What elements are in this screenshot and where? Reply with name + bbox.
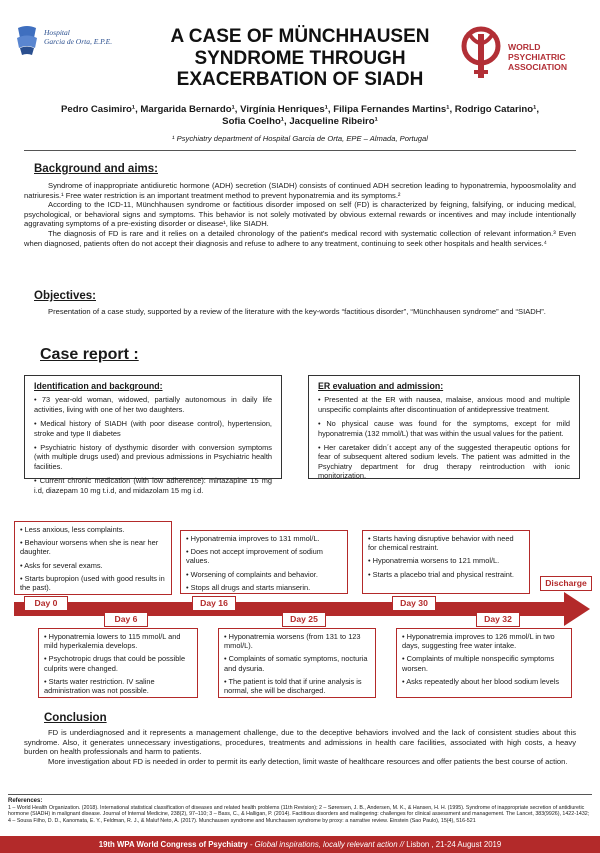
references-divider xyxy=(8,794,592,795)
day16-events xyxy=(180,530,348,594)
objectives-paragraph: Presentation of a case study, supported by a review of the literature with the key-words “factitious disorder”, “Münchhausen syndrome” and “SIADH”. xyxy=(48,307,546,316)
authors-line1: Pedro Casimiro¹, Margarida Bernardo¹, Virgínia Henriques¹, Filipa Fernandes Martins¹, Rodrigo Catarino¹, xyxy=(61,104,539,115)
wpa-emblem-icon xyxy=(458,24,504,80)
list-item: • Hyponatremia worsens (from 131 to 123 mmol/L). xyxy=(224,632,370,650)
list-item: • Starts bupropion (used with good results in the past). xyxy=(20,574,166,592)
background-paragraph-3: The diagnosis of FD is rare and it relies on a detailed chronology of the patient's medical record with systematic collection of relevant information.³ Even when diagnosed, patients often do not accept their diagnosis and refuse to adhere to any treatment, continuing to seek other hospitals and health services.⁴ xyxy=(24,228,576,248)
hospital-name-line2: Garcia de Orta, E.P.E. xyxy=(44,37,113,46)
list-item: • Complaints of multiple nonspecific symptoms worsen. xyxy=(402,654,566,672)
list-item: • Presented at the ER with nausea, malaise, anxious mood and multiple unspecific complaints after discontinuation of antidepressive treatment. xyxy=(318,395,570,414)
footer-congress: 19th WPA World Congress of Psychiatry xyxy=(98,840,248,849)
list-item: • Hyponatremia improves to 126 mmol/L in two days, suggesting free water intake. xyxy=(402,632,566,650)
background-paragraph-2: According to the ICD-11, Münchhausen syndrome or factitious disorder imposed on self (FD) is characterized by feigning, falsifying, or inducing medical, psychological, or behavioral signs and symptoms. This behavior is not solely motivated by obvious external rewards or incentives and may include intentionally aggravating symptoms of a pre-existing disorder or disease¹, like SIADH. xyxy=(24,200,576,229)
authors-line2: Sofia Coelho¹, Jacqueline Ribeiro¹ xyxy=(222,116,378,127)
list-item: • Starts a placebo trial and physical restraint. xyxy=(368,570,524,579)
list-item: • Asks for several exams. xyxy=(20,561,166,570)
identification-heading: Identification and background: xyxy=(34,381,163,391)
list-item: • Starts having disruptive behavior with need for chemical restraint. xyxy=(368,534,524,552)
hospital-name-line1: Hospital xyxy=(44,28,70,37)
conclusion-paragraph-2: More investigation about FD is needed in order to permit its early detection, limit waste of healthcare resources and offer patients the best course of action. xyxy=(48,756,568,766)
list-item: • 73 year-old woman, widowed, partially autonomous in daily life activities, living with one of her two daughters. xyxy=(34,395,272,414)
list-item: • Hyponatremia worsens to 121 mmol/L. xyxy=(368,556,524,565)
wpa-logo xyxy=(458,24,588,80)
day32-events xyxy=(396,628,572,698)
hospital-emblem-icon xyxy=(14,24,40,56)
footer-bar xyxy=(0,836,600,853)
objectives-heading: Objectives: xyxy=(34,290,96,302)
er-list xyxy=(318,395,570,480)
day-label-0: Day 0 xyxy=(24,596,68,611)
list-item: • Worsening of complaints and behavior. xyxy=(186,570,342,579)
background-text xyxy=(24,181,576,248)
list-item: • No physical cause was found for the symptoms, except for mild hyponatremia (132 mmol/L) that was within the usual values for the patient. xyxy=(318,419,570,438)
conclusion-heading: Conclusion xyxy=(44,712,107,724)
list-item: • Hyponatremia improves to 131 mmol/L. xyxy=(186,534,342,543)
hospital-logo xyxy=(14,22,134,60)
list-item: • Stops all drugs and starts mianserin. xyxy=(186,583,342,592)
list-item: • Hyponatremia lowers to 115 mmol/L and mild hyperkalemia develops. xyxy=(44,632,192,650)
list-item: • Complaints of somatic symptoms, nocturia and dysuria. xyxy=(224,654,370,672)
identification-box xyxy=(24,375,282,495)
wpa-line1: WORLD xyxy=(508,42,541,52)
list-item: • Starts water restriction. IV saline administration was not possible. xyxy=(44,677,192,695)
title-divider xyxy=(24,150,576,151)
identification-list xyxy=(34,395,272,495)
discharge-label: Discharge xyxy=(540,576,592,591)
list-item: • The patient is told that if urine analysis is normal, she will be discharged. xyxy=(224,677,370,695)
list-item: • Current chronic medication (with low adherence): mirtazapine 15 mg i.d, diazepam 10 mg t.i.d, and midazolam 15 mg i.d. xyxy=(34,476,272,495)
background-paragraph-1: Syndrome of inappropriate antidiuretic hormone (ADH) secretion (SIADH) consists of continued ADH secretion leading to hyponatremia, hypoosmolality and natriuresis.¹ Free water restriction is an important treatment method to prevent hyponatremia and its symptoms.² xyxy=(24,181,576,200)
case-report-heading: Case report : xyxy=(40,346,139,363)
references-heading: References: xyxy=(8,798,43,804)
day0-events xyxy=(14,521,172,595)
list-item: • Does not accept improvement of sodium values. xyxy=(186,547,342,565)
wpa-line2: PSYCHIATRIC xyxy=(508,52,566,62)
wpa-line3: ASSOCIATION xyxy=(508,62,568,72)
objectives-text xyxy=(24,307,576,317)
list-item: • Behaviour worsens when she is near her daughter. xyxy=(20,538,166,556)
list-item: • Psychotropic drugs that could be possible culprits were changed. xyxy=(44,654,192,672)
references-text: 1 – World Health Organization. (2018). International statistical classification of diseases and related health problems (11th Revision); 2 – Sørensen, J. B., Andersen, M. K., & Hansen, H. H. (1995). Syndrome of inappropriate secretion of antidiuretic hormone (SIADH) in malignant disease. Journal of Internal Medicine, 238(2), 97–110; 3 – Bass, C., & Halligan, P. (2014). Factitious disorders and malingering: challenges for clinical assessment and management. The Lancet, 383(9926), 1422-1432; 4 – Sousa Filho, D. D., Kanomata, E. Y., Feldman, R. J., & Maluf Neto, A. (2017). Munchausen syndrome and Munchausen syndrome by proxy: a narrative review. Einstein (Sao Paulo), 15(4), 516-521 xyxy=(8,804,590,824)
day-label-30: Day 30 xyxy=(392,596,436,611)
footer-slogan: - Global inspirations, locally relevant action // xyxy=(247,840,407,849)
day25-events xyxy=(218,628,376,698)
day6-events xyxy=(38,628,198,698)
list-item: • Medical history of SIADH (with poor disease control), hypertension, stroke and type II diabetes xyxy=(34,419,272,438)
list-item: • Her caretaker didn´t accept any of the suggested therapeutic options for fear of subsequent altered sodium levels. The patient was admitted in the Psychiatry department for drug therapy reintroduction with ionic monitorization. xyxy=(318,443,570,481)
wpa-name xyxy=(508,42,567,72)
references xyxy=(8,798,592,824)
hospital-name xyxy=(44,28,112,46)
day-label-32: Day 32 xyxy=(476,612,520,627)
background-heading: Background and aims: xyxy=(34,163,158,175)
list-item: • Less anxious, less complaints. xyxy=(20,525,166,534)
conclusion-text xyxy=(24,728,576,766)
conclusion-paragraph-1: FD is underdiagnosed and it represents a management challenge, due to the deceptive behaviors involved and the lack of consistent studies about this syndrome. Also, it generates unnecessary investigations, procedures, treatments and admissions in health care facilities, associated with high costs, a heavy burden on health professionals and harm to patients. xyxy=(24,728,576,757)
authors xyxy=(40,104,560,128)
footer-place: Lisbon , 21-24 August 2019 xyxy=(406,840,502,849)
day30-events xyxy=(362,530,530,594)
day-label-25: Day 25 xyxy=(282,612,326,627)
day-label-6: Day 6 xyxy=(104,612,148,627)
affiliation: ¹ Psychiatry department of Hospital Garcia de Orta, EPE – Almada, Portugal xyxy=(172,134,428,143)
er-box xyxy=(308,375,580,479)
list-item: • Psychiatric history of dysthymic disorder with conversion symptoms (with multiple drugs used) and previous admissions in Psychiatric health facilities. xyxy=(34,443,272,471)
day-label-16: Day 16 xyxy=(192,596,236,611)
er-heading: ER evaluation and admission: xyxy=(318,381,444,391)
list-item: • Asks repeatedly about her blood sodium levels xyxy=(402,677,566,686)
poster-title: A CASE OF MÜNCHHAUSEN SYNDROME THROUGH EXACERBATION OF SIADH xyxy=(170,26,430,90)
